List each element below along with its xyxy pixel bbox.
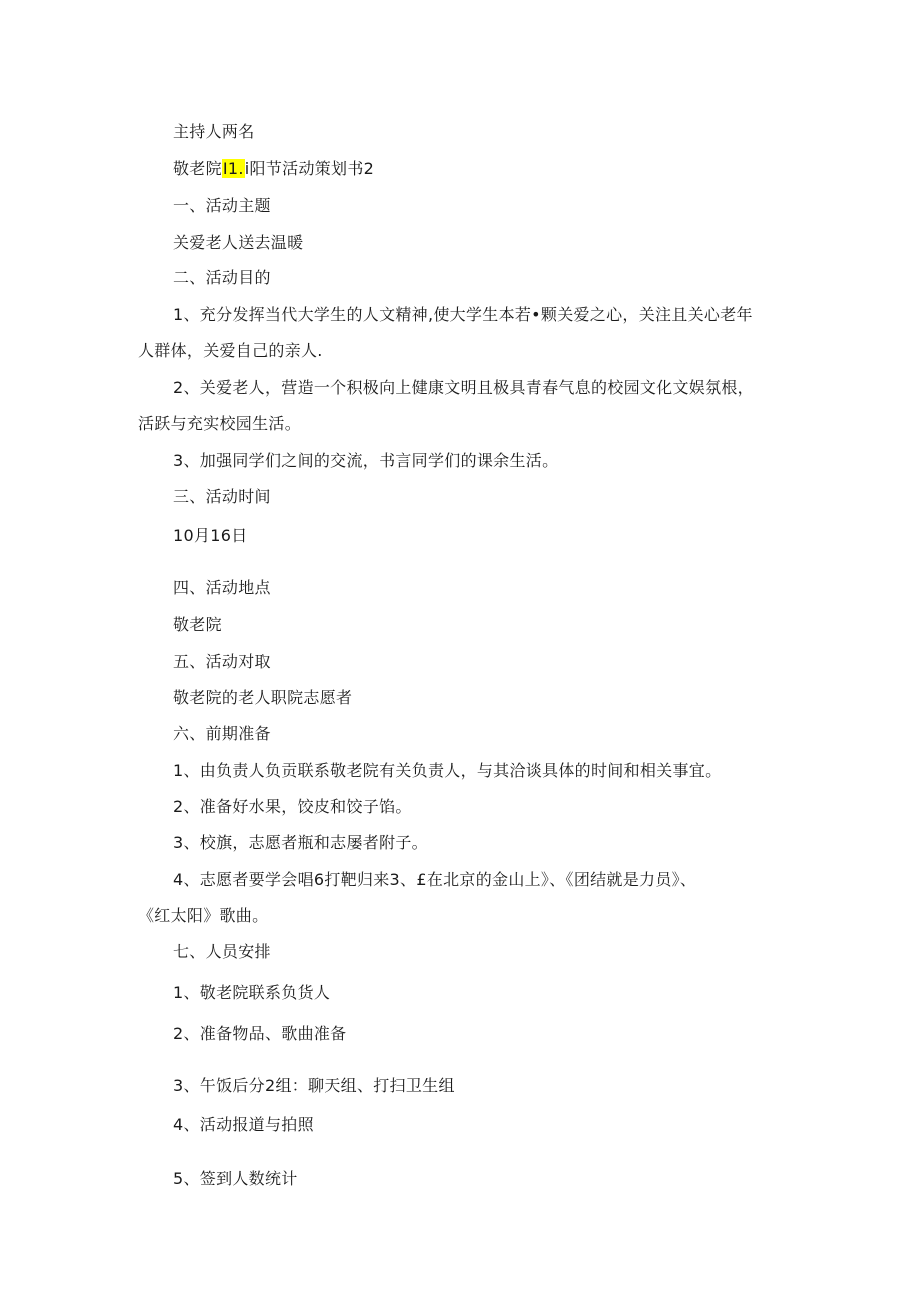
section-heading: 三、活动时间 — [173, 487, 271, 506]
text-line: 2、准备物品、歌曲准备 — [173, 1024, 347, 1043]
text-line: 4、活动报道与拍照 — [173, 1115, 314, 1134]
text-line: 1、由负责人负贡联系敬老院有关负责人，与其洽谈具体的时间和相关事宜。 — [173, 761, 722, 780]
text-line: 3、加强同学们之间的交流，书言同学们的课余生活。 — [173, 451, 559, 470]
section-heading: 五、活动对取 — [173, 652, 271, 671]
highlighted-text: I1. — [222, 159, 244, 178]
text-line: 2、准备好水果，饺皮和饺子馅。 — [173, 797, 412, 816]
text-line: 敬老院 — [173, 615, 222, 634]
text-line: 3、午饭后分2组：聊天组、打扫卫生组 — [173, 1076, 455, 1095]
text-line: 关爱老人送去温暖 — [173, 233, 304, 252]
text-line: 2、关爱老人，营造一个积极向上健康文明且极具青春气息的校园文化文娱氛根， — [173, 378, 754, 397]
section-heading: 六、前期准备 — [173, 724, 271, 743]
text-line: 10月16日 — [173, 526, 248, 545]
section-heading: 七、人员安排 — [173, 942, 271, 961]
title-part: i阳节活动策划书2 — [244, 159, 375, 178]
text-line: 1、敬老院联系负货人 — [173, 983, 331, 1002]
text-line: 活跃与充实校园生活。 — [138, 414, 302, 433]
text-line: 《红太阳》歌曲。 — [138, 906, 269, 925]
text-line: 主持人两名 — [173, 122, 255, 141]
text-line: 3、校旗，志愿者瓶和志屡者附子。 — [173, 833, 428, 852]
title-part: 敬老院 — [173, 159, 222, 178]
text-line: 1、充分发挥当代大学生的人文精神,使大学生本若•颗关爱之心，关注且关心老年 — [173, 305, 753, 324]
section-heading: 一、活动主题 — [173, 196, 271, 215]
text-line: 敬老院的老人职院志愿者 — [173, 688, 353, 707]
text-line: 5、签到人数统计 — [173, 1169, 298, 1188]
text-line: 4、志愿者要学会唱6打靶归来3、£在北京的金山上》、《团结就是力员》、 — [173, 870, 697, 889]
section-heading: 四、活动地点 — [173, 578, 271, 597]
document-title — [173, 159, 374, 179]
section-heading: 二、活动目的 — [173, 268, 271, 287]
text-line: 人群体，关爱自己的亲人. — [138, 341, 323, 360]
